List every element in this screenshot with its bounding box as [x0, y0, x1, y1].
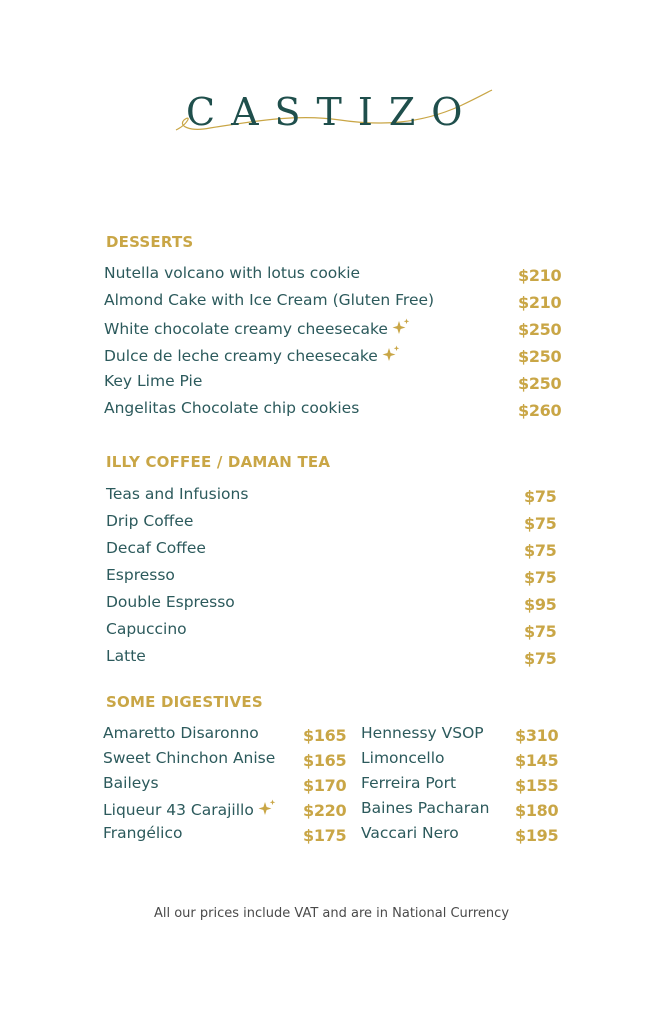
menu-item-name: Almond Cake with Ice Cream (Gluten Free) — [104, 291, 435, 309]
menu-item — [361, 774, 561, 798]
menu-item — [103, 724, 353, 748]
menu-item-name: Frangélico — [103, 824, 183, 842]
menu-item — [106, 647, 566, 671]
menu-item-price: $250 — [518, 320, 562, 339]
sparkle-icon — [381, 345, 401, 367]
menu-item-name: Capuccino — [106, 620, 187, 638]
menu-item — [103, 749, 353, 773]
menu-item-price: $75 — [524, 622, 557, 641]
menu-item-name: Limoncello — [361, 749, 445, 767]
menu-item — [361, 724, 561, 748]
menu-item — [361, 799, 561, 823]
menu-item-name: Double Espresso — [106, 593, 235, 611]
menu-item-price: $310 — [515, 726, 559, 745]
sparkle-icon — [257, 799, 277, 821]
section-title-desserts: DESSERTS — [106, 233, 194, 251]
menu-item — [106, 512, 566, 536]
menu-item-price: $75 — [524, 649, 557, 668]
menu-item-price: $170 — [303, 776, 347, 795]
menu-item-price: $165 — [303, 751, 347, 770]
menu-item — [106, 620, 566, 644]
menu-item — [103, 774, 353, 798]
menu-item — [106, 539, 566, 563]
menu-item-price: $250 — [518, 374, 562, 393]
menu-item-price: $175 — [303, 826, 347, 845]
section-title-coffee: ILLY COFFEE / DAMAN TEA — [106, 453, 331, 471]
menu-item-name: White chocolate creamy cheesecake — [104, 318, 411, 340]
menu-item-price: $250 — [518, 347, 562, 366]
menu-item-name: Dulce de leche creamy cheesecake — [104, 345, 401, 367]
menu-item-name: Latte — [106, 647, 146, 665]
menu-item-name: Baines Pacharan — [361, 799, 490, 817]
menu-item-name: Angelitas Chocolate chip cookies — [104, 399, 360, 417]
menu-item-name: Nutella volcano with lotus cookie — [104, 264, 361, 282]
sparkle-icon — [391, 318, 411, 340]
menu-item-name: Liqueur 43 Carajillo — [103, 799, 277, 821]
menu-item-price: $180 — [515, 801, 559, 820]
menu-item — [106, 566, 566, 590]
menu-item — [104, 291, 564, 315]
menu-item-name: Hennessy VSOP — [361, 724, 484, 742]
menu-item-name: Vaccari Nero — [361, 824, 459, 842]
menu-item — [106, 593, 566, 617]
menu-item — [104, 264, 564, 288]
menu-item — [104, 372, 564, 396]
menu-item-price: $220 — [303, 801, 347, 820]
menu-item-price: $95 — [524, 595, 557, 614]
menu-item — [361, 824, 561, 848]
menu-item-name: Ferreira Port — [361, 774, 457, 792]
brand-name: CASTIZO — [186, 90, 479, 134]
menu-item-price: $75 — [524, 568, 557, 587]
menu-item-price: $75 — [524, 514, 557, 533]
menu-item-price: $165 — [303, 726, 347, 745]
menu-item-name: Amaretto Disaronno — [103, 724, 259, 742]
menu-item-name: Baileys — [103, 774, 159, 792]
menu-item-name: Teas and Infusions — [106, 485, 249, 503]
menu-item — [104, 399, 564, 423]
menu-item-name: Drip Coffee — [106, 512, 194, 530]
menu-item — [103, 824, 353, 848]
footer-note: All our prices include VAT and are in National Currency — [153, 906, 510, 921]
menu-item-price: $145 — [515, 751, 559, 770]
menu-item-price: $210 — [518, 293, 562, 312]
menu-item — [103, 799, 353, 823]
menu-item — [104, 318, 564, 342]
menu-item-price: $195 — [515, 826, 559, 845]
menu-item-price: $75 — [524, 487, 557, 506]
menu-item-price: $155 — [515, 776, 559, 795]
menu-item — [361, 749, 561, 773]
menu-item-name: Key Lime Pie — [104, 372, 203, 390]
menu-item-price: $260 — [518, 401, 562, 420]
menu-item-name: Espresso — [106, 566, 175, 584]
menu-item-name: Decaf Coffee — [106, 539, 206, 557]
menu-item — [106, 485, 566, 509]
menu-item-name: Sweet Chinchon Anise — [103, 749, 276, 767]
brand-logo — [170, 84, 500, 144]
menu-item-price: $75 — [524, 541, 557, 560]
menu-item — [104, 345, 564, 369]
menu-item-price: $210 — [518, 266, 562, 285]
section-title-digestives: SOME DIGESTIVES — [106, 693, 263, 711]
